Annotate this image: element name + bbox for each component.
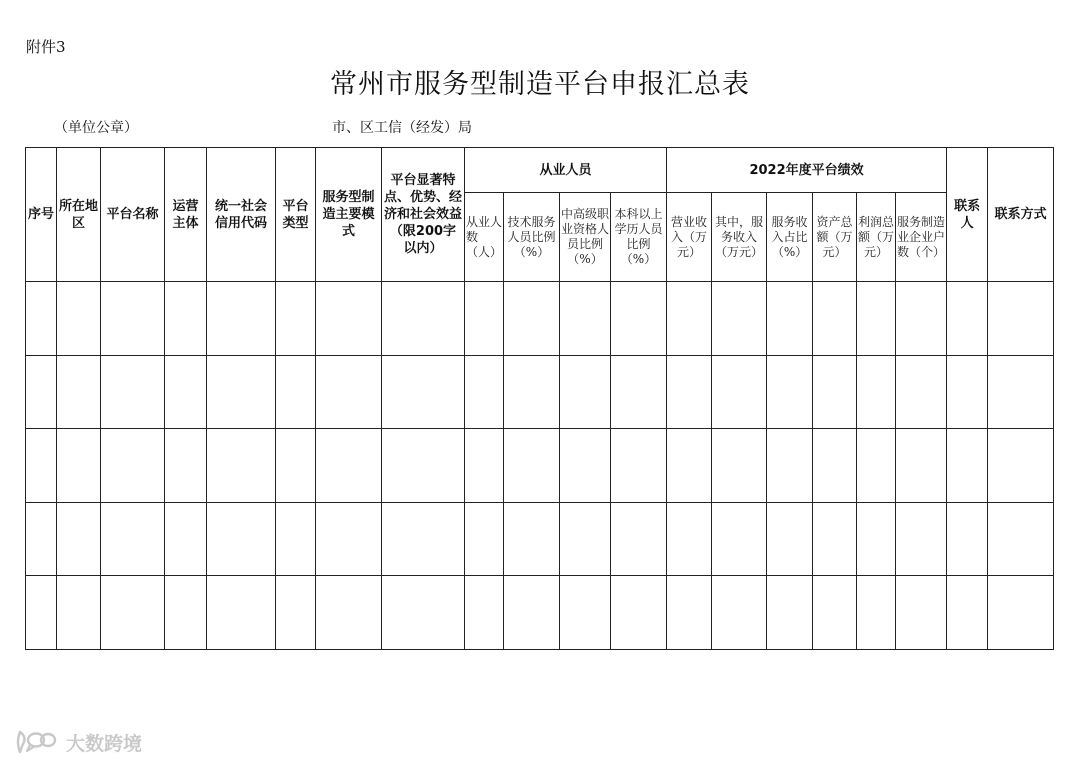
table-cell[interactable] xyxy=(207,576,276,650)
table-cell[interactable] xyxy=(947,576,988,650)
header-platform-name: 平台名称 xyxy=(101,148,165,282)
table-cell[interactable] xyxy=(316,429,382,503)
header-features: 平台显著特点、优势、经济和社会效益（限200字以内） xyxy=(382,148,465,282)
header-serial: 序号 xyxy=(26,148,57,282)
table-cell[interactable] xyxy=(101,429,165,503)
table-cell[interactable] xyxy=(382,429,465,503)
table-cell[interactable] xyxy=(165,503,207,576)
table-cell[interactable] xyxy=(165,282,207,356)
table-cell[interactable] xyxy=(560,282,611,356)
table-cell[interactable] xyxy=(611,576,667,650)
table-cell[interactable] xyxy=(813,503,857,576)
table-cell[interactable] xyxy=(165,429,207,503)
header-perf-enterprise-count: 服务制造业企业户数（个） xyxy=(896,193,947,282)
table-cell[interactable] xyxy=(767,503,813,576)
header-perf-total-assets: 资产总额（万元） xyxy=(813,193,857,282)
table-cell[interactable] xyxy=(101,356,165,429)
table-cell[interactable] xyxy=(101,576,165,650)
table-cell[interactable] xyxy=(504,429,560,503)
table-cell[interactable] xyxy=(57,429,101,503)
table-cell[interactable] xyxy=(57,282,101,356)
table-cell[interactable] xyxy=(767,576,813,650)
table-cell[interactable] xyxy=(560,429,611,503)
table-cell[interactable] xyxy=(316,282,382,356)
table-cell[interactable] xyxy=(382,576,465,650)
table-cell[interactable] xyxy=(857,429,896,503)
table-cell[interactable] xyxy=(611,429,667,503)
table-cell[interactable] xyxy=(207,429,276,503)
table-cell[interactable] xyxy=(988,356,1054,429)
table-cell[interactable] xyxy=(276,576,316,650)
table-cell[interactable] xyxy=(276,282,316,356)
table-cell[interactable] xyxy=(504,282,560,356)
table-cell[interactable] xyxy=(896,503,947,576)
table-cell[interactable] xyxy=(101,282,165,356)
table-cell[interactable] xyxy=(504,576,560,650)
table-cell[interactable] xyxy=(813,576,857,650)
table-cell[interactable] xyxy=(465,282,504,356)
header-operator: 运营主体 xyxy=(165,148,207,282)
table-cell[interactable] xyxy=(504,503,560,576)
table-row xyxy=(26,503,1054,576)
table-cell[interactable] xyxy=(57,576,101,650)
table-cell[interactable] xyxy=(988,429,1054,503)
department-label: 市、区工信（经发）局 xyxy=(332,120,472,136)
table-cell[interactable] xyxy=(857,503,896,576)
header-staff-senior-ratio: 中高级职业资格人员比例（%） xyxy=(560,193,611,282)
header-group-staff: 从业人员 xyxy=(465,148,667,193)
page-title: 常州市服务型制造平台申报汇总表 xyxy=(330,69,750,100)
table-cell[interactable] xyxy=(712,429,767,503)
table-cell[interactable] xyxy=(316,503,382,576)
table-cell[interactable] xyxy=(988,503,1054,576)
table-cell[interactable] xyxy=(947,282,988,356)
table-cell[interactable] xyxy=(767,282,813,356)
table-cell[interactable] xyxy=(560,356,611,429)
table-cell[interactable] xyxy=(712,576,767,650)
table-cell[interactable] xyxy=(276,429,316,503)
table-cell[interactable] xyxy=(26,356,57,429)
table-cell[interactable] xyxy=(57,503,101,576)
table-row xyxy=(26,356,1054,429)
header-contact-person: 联系人 xyxy=(947,148,988,282)
unit-seal-label: （单位公章） xyxy=(54,120,138,136)
table-cell[interactable] xyxy=(896,282,947,356)
header-platform-type: 平台类型 xyxy=(276,148,316,282)
table-cell[interactable] xyxy=(276,503,316,576)
table-cell[interactable] xyxy=(857,282,896,356)
table-cell[interactable] xyxy=(767,429,813,503)
table-cell[interactable] xyxy=(560,503,611,576)
table-cell[interactable] xyxy=(165,356,207,429)
header-row-1 xyxy=(26,148,1054,193)
table-row xyxy=(26,282,1054,356)
table-cell[interactable] xyxy=(465,356,504,429)
table-cell[interactable] xyxy=(857,356,896,429)
table-cell[interactable] xyxy=(26,576,57,650)
header-perf-service-share: 服务收入占比（%） xyxy=(767,193,813,282)
attachment-label: 附件3 xyxy=(26,38,66,56)
table-cell[interactable] xyxy=(813,429,857,503)
table-cell[interactable] xyxy=(465,503,504,576)
table-cell[interactable] xyxy=(382,356,465,429)
header-perf-revenue: 营业收入（万元） xyxy=(667,193,712,282)
table-cell[interactable] xyxy=(560,576,611,650)
table-row xyxy=(26,429,1054,503)
table-cell[interactable] xyxy=(465,429,504,503)
table-cell[interactable] xyxy=(813,356,857,429)
header-perf-service-revenue: 其中，服务收入（万元） xyxy=(712,193,767,282)
table-cell[interactable] xyxy=(667,282,712,356)
table-cell[interactable] xyxy=(947,429,988,503)
header-staff-count: 从业人数（人） xyxy=(465,193,504,282)
table-cell[interactable] xyxy=(26,282,57,356)
table-cell[interactable] xyxy=(947,503,988,576)
table-cell[interactable] xyxy=(316,356,382,429)
chat-bubble-logo-icon xyxy=(14,728,60,756)
table-cell[interactable] xyxy=(465,576,504,650)
header-credit-code: 统一社会信用代码 xyxy=(207,148,276,282)
table-cell[interactable] xyxy=(988,282,1054,356)
table-cell[interactable] xyxy=(667,576,712,650)
table-cell[interactable] xyxy=(207,356,276,429)
table-cell[interactable] xyxy=(947,356,988,429)
header-contact-method: 联系方式 xyxy=(988,148,1054,282)
table-cell[interactable] xyxy=(165,576,207,650)
table-cell[interactable] xyxy=(611,356,667,429)
table-cell[interactable] xyxy=(316,576,382,650)
table-cell[interactable] xyxy=(712,282,767,356)
header-perf-total-profit: 利润总额（万元） xyxy=(857,193,896,282)
watermark-text: 大数跨境 xyxy=(66,732,143,755)
table-cell[interactable] xyxy=(207,503,276,576)
header-group-performance: 2022年度平台绩效 xyxy=(667,148,947,193)
table-cell[interactable] xyxy=(57,356,101,429)
table-cell[interactable] xyxy=(712,503,767,576)
table-cell[interactable] xyxy=(276,356,316,429)
table-cell[interactable] xyxy=(988,576,1054,650)
table-cell[interactable] xyxy=(382,282,465,356)
header-staff-degree-ratio: 本科以上学历人员比例（%） xyxy=(611,193,667,282)
table-cell[interactable] xyxy=(26,503,57,576)
header-main-mode: 服务型制造主要模式 xyxy=(316,148,382,282)
table-cell[interactable] xyxy=(667,429,712,503)
table-cell[interactable] xyxy=(813,282,857,356)
table-cell[interactable] xyxy=(26,429,57,503)
table-row xyxy=(26,576,1054,650)
header-region: 所在地区 xyxy=(57,148,101,282)
table-cell[interactable] xyxy=(611,282,667,356)
watermark xyxy=(14,728,142,756)
table-cell[interactable] xyxy=(857,576,896,650)
table-cell[interactable] xyxy=(667,356,712,429)
table-cell[interactable] xyxy=(382,503,465,576)
table-cell[interactable] xyxy=(611,503,667,576)
table-cell[interactable] xyxy=(667,503,712,576)
table-cell[interactable] xyxy=(101,503,165,576)
table-cell[interactable] xyxy=(896,429,947,503)
table-cell[interactable] xyxy=(504,356,560,429)
table-cell[interactable] xyxy=(767,356,813,429)
table-cell[interactable] xyxy=(896,356,947,429)
table-cell[interactable] xyxy=(896,576,947,650)
header-staff-tech-ratio: 技术服务人员比例（%） xyxy=(504,193,560,282)
summary-table xyxy=(25,147,1054,650)
table-cell[interactable] xyxy=(207,282,276,356)
table-cell[interactable] xyxy=(712,356,767,429)
